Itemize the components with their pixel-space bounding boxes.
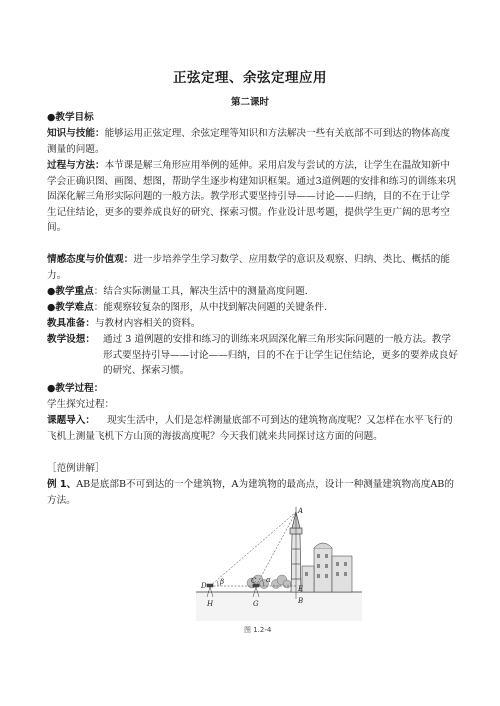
process-method-paragraph (47, 158, 458, 236)
label-b: B (298, 597, 304, 605)
difficulty-text: ：能观察较复杂的图形，从中找到解决问题的关键条件. (93, 302, 328, 313)
objectives-heading: ●教学目标 (47, 112, 94, 123)
label-d: D (201, 582, 207, 590)
process-method-label: 过程与方法： (47, 160, 105, 171)
knowledge-label: 知识与技能： (47, 128, 105, 139)
label-a: A (298, 507, 304, 515)
ground-area (196, 592, 362, 621)
process-text: 学生探究过程： (47, 399, 115, 410)
design-paragraph (47, 332, 458, 379)
sight-lines (210, 512, 296, 586)
preparation-label: 教具准备： (47, 318, 95, 329)
difficulty-paragraph (47, 300, 458, 316)
key-point-label: ●教学重点 (47, 286, 94, 297)
example-label: 例 1、 (47, 479, 77, 490)
knowledge-text: 能够运用正弦定理、余弦定理等知识和方法解决一些有关底部不可到达的物体高度测量的问题。 (47, 128, 450, 155)
document-subtitle: 第二课时 (230, 97, 269, 108)
process-method-text: 本节课是解三角形应用举例的延伸。采用启发与尝试的方法，让学生在温故知新中学会正确识图、画图、想图，帮助学生逐步构建知识框架。通过3道例题的安排和练习的训练来巩固深化解三角形实际问题的一般方法。教学形式要坚持引导——讨论——归纳，目的不在于让学生记住结论，更多的要养成良好的研究、探索习惯。作业设计思考题，提供学生更广阔的思考空间。 (47, 160, 457, 234)
difficulty-label: ●教学难点 (47, 302, 94, 313)
process-heading: ●教学过程： (47, 383, 104, 394)
key-point-text: ：结合实际测量工具，解决生活中的测量高度问题. (93, 286, 308, 297)
intro-text: 现实生活中，人们是怎样测量底部不可到达的建筑物高度呢？又怎样在水平飞行的飞机上测量飞机下方山顶的海拔高度呢？今天我们就来共同探讨这方面的问题。 (47, 415, 453, 442)
building-measurement-figure (196, 504, 362, 621)
preparation-paragraph (47, 316, 458, 332)
angle-beta-arc (217, 581, 218, 586)
example-text: AB是底部B不可到达的一个建筑物，A为建筑物的最高点，设计一种测量建筑物高度AB的方法。 (47, 479, 454, 506)
figure-caption: 图 1.2-4 (244, 626, 272, 634)
label-e: E (298, 585, 304, 593)
document-title: 正弦定理、余弦定理应用 (173, 70, 327, 86)
label-c: C (251, 577, 257, 585)
design-label: 教学设想： (47, 334, 95, 345)
intro-label: 课题导入： (47, 415, 95, 426)
preparation-text: 与教材内容相关的资料。 (94, 318, 201, 329)
emotion-text: 进一步培养学生学习数学、应用数学的意识及观察、归纳、类比、概括的能力。 (47, 254, 450, 281)
label-h: H (207, 600, 214, 608)
intro-paragraph (47, 413, 458, 444)
label-beta: β (220, 578, 225, 586)
knowledge-paragraph (47, 126, 458, 157)
background-buildings (302, 543, 352, 592)
emotion-label: 情感态度与价值观： (47, 254, 134, 265)
emotion-paragraph (47, 252, 458, 283)
label-g: G (253, 600, 259, 608)
design-text: 通过 3 道例题的安排和练习的训练来巩固深化解三角形实际问题的一般方法。教学形式要坚持引导——讨论——归纳，目的不在于让学生记住结论，更多的要养成良好的研究、探索习惯。 (103, 334, 458, 377)
key-point-paragraph (47, 284, 458, 300)
label-alpha: α (266, 576, 271, 584)
section-heading: ［范例讲解］ (47, 463, 105, 474)
